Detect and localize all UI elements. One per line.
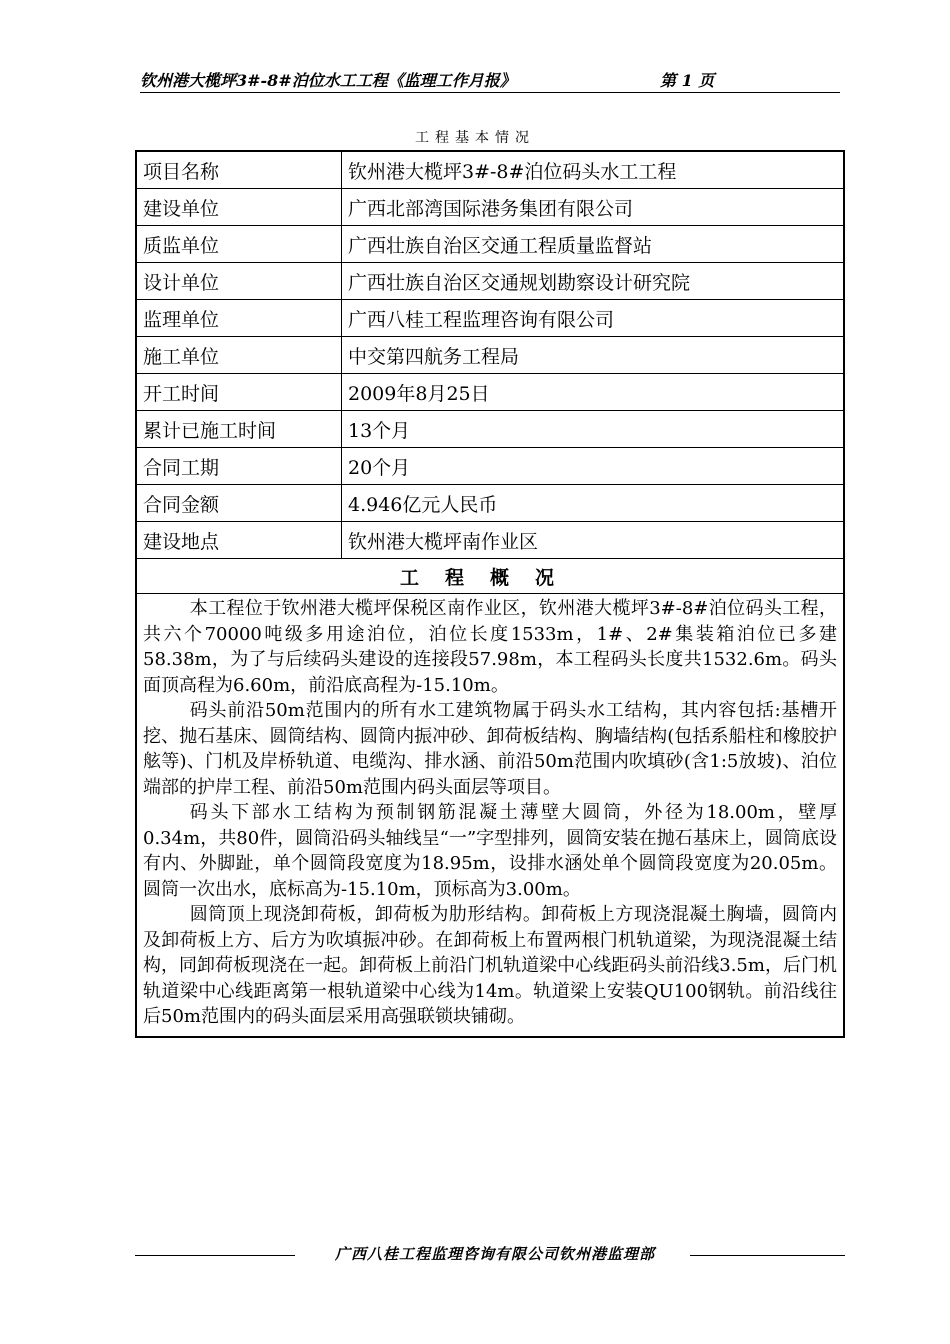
overview-body <box>136 594 844 1037</box>
row-label: 开工时间 <box>136 374 342 411</box>
overview-paragraph: 圆筒顶上现浇卸荷板，卸荷板为肋形结构。卸荷板上方现浇混凝土胸墙，圆筒内及卸荷板上方、后方为吹填振冲砂。在卸荷板上布置两根门机轨道梁，为现浇混凝土结构，同卸荷板现浇在一起。卸荷板上前沿门机轨道梁中心线距码头前沿线3.5m，后门机轨道梁中心线距离第一根轨道梁中心线为14m。轨道梁上安装QU100钢轨。前沿线往后50m范围内的码头面层采用高强联锁块铺砌。 <box>143 904 837 1027</box>
row-label: 建设单位 <box>136 189 342 226</box>
row-label: 监理单位 <box>136 300 342 337</box>
row-label: 施工单位 <box>136 337 342 374</box>
overview-paragraph: 码头下部水工结构为预制钢筋混凝土薄壁大圆筒，外径为18.00m，壁厚0.34m，共80件，圆筒沿码头轴线呈“一”字型排列，圆筒安装在抛石基床上，圆筒底设有内、外脚趾，单个圆筒段宽度为18.95m，设排水涵处单个圆筒段宽度为20.05m。圆筒一次出水，底标高为-15.10m，顶标高为3.00m。 <box>143 802 837 900</box>
overview-body-row <box>136 594 844 1037</box>
row-value: 13个月 <box>342 411 845 448</box>
overview-heading-row <box>136 559 844 594</box>
overview-paragraph: 本工程位于钦州港大榄坪保税区南作业区，钦州港大榄坪3#-8#泊位码头工程，共六个70000吨级多用途泊位，泊位长度1533m，1#、2#集装箱泊位已多建58.38m，为了与后续码头建设的连接段57.98m，本工程码头长度共1532.6m。码头面顶高程为6.60m，前沿底高程为-15.10m。 <box>143 598 837 696</box>
row-value: 20个月 <box>342 448 845 485</box>
footer-rule-right <box>690 1255 845 1256</box>
row-label: 建设地点 <box>136 522 342 559</box>
table-row <box>136 300 844 337</box>
table-row <box>136 226 844 263</box>
project-info-table <box>135 150 845 1038</box>
table-row <box>136 448 844 485</box>
row-value: 钦州港大榄坪3#-8#泊位码头水工工程 <box>342 151 845 189</box>
row-label: 合同金额 <box>136 485 342 522</box>
row-label: 设计单位 <box>136 263 342 300</box>
row-label: 项目名称 <box>136 151 342 189</box>
row-label: 质监单位 <box>136 226 342 263</box>
page-number: 第 1 页 <box>660 71 715 90</box>
row-value: 广西北部湾国际港务集团有限公司 <box>342 189 845 226</box>
row-label: 合同工期 <box>136 448 342 485</box>
table-row <box>136 151 844 189</box>
row-label: 累计已施工时间 <box>136 411 342 448</box>
row-value: 广西八桂工程监理咨询有限公司 <box>342 300 845 337</box>
table-row <box>136 337 844 374</box>
row-value: 钦州港大榄坪南作业区 <box>342 522 845 559</box>
row-value: 2009年8月25日 <box>342 374 845 411</box>
overview-paragraph: 码头前沿50m范围内的所有水工建筑物属于码头水工结构，其内容包括:基槽开挖、抛石基床、圆筒结构、圆筒内振冲砂、卸荷板结构、胸墙结构(包括系船柱和橡胶护舷等)、门机及岸桥轨道、电缆沟、排水涵、前沿50m范围内吹填砂(含1:5放坡)、泊位端部的护岸工程、前沿50m范围内码头面层等项目。 <box>143 700 837 798</box>
page-header <box>140 68 840 93</box>
table-row <box>136 522 844 559</box>
footer-rule-left <box>135 1255 295 1256</box>
table-row <box>136 411 844 448</box>
table-row <box>136 374 844 411</box>
page-footer <box>0 1243 950 1263</box>
row-value: 4.946亿元人民币 <box>342 485 845 522</box>
footer-text: 广西八桂工程监理咨询有限公司钦州港监理部 <box>334 1245 655 1263</box>
table-caption: 工程基本情况 <box>415 130 535 146</box>
row-value: 广西壮族自治区交通工程质量监督站 <box>342 226 845 263</box>
table-row <box>136 189 844 226</box>
row-value: 广西壮族自治区交通规划勘察设计研究院 <box>342 263 845 300</box>
header-title: 钦州港大榄坪3#-8#泊位水工工程《监理工作月报》 <box>140 71 516 90</box>
table-row <box>136 485 844 522</box>
table-row <box>136 263 844 300</box>
overview-heading: 工程概况 <box>136 559 844 594</box>
row-value: 中交第四航务工程局 <box>342 337 845 374</box>
